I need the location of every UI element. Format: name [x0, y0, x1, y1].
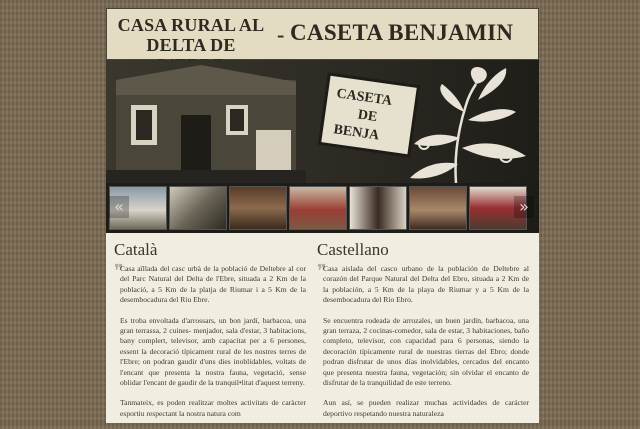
- gallery-thumbnail[interactable]: [169, 186, 227, 230]
- castellano-paragraph-2: Se encuentra rodeada de arrozales, un buen jardín, barbacoa, una gran terraza, 2 cocinas-comedor, sala de estar, 3 habitaciones, baño completo, televisor, con capacidad para 6 personas, siendo la decoración típicamente rural de nuestras tierras del Ebro; donde podran disfrutar de unos días inolvidables, cercados del encanto que presenta nuestra fauna, vegetación; sin olvidar el encanto de disfrutar de la tranquilidad de este terreno.: [323, 315, 529, 388]
- castellano-heading: Castellano: [317, 240, 389, 259]
- title-separator: -: [277, 22, 285, 47]
- site-title-left[interactable]: CASA RURAL AL DELTA DE: [117, 15, 265, 55]
- catalan-text: [120, 264, 306, 429]
- catalan-paragraph-2: Es troba envoltada d'arrossars, un bon jardí, barbacoa, una gran terrassa, 2 cuines- menjador, sala d'estar, 3 habitacions, bany complert, televisor, amb capacitat per a 6 persones, essent la decoració típicament rural de les nostres terres de l'Ebre; on podran gaudir d'uns dies inoblidables, voltats de l'encant que presenta la nostra fauna, vegetació, sense oblidar l'encant de gaudir de la tranquil•litat d'aquest terreny.: [120, 315, 306, 388]
- page-container: [106, 8, 539, 423]
- site-title-right[interactable]: CASETA BENJAMIN: [290, 20, 514, 45]
- catalan-paragraph-3: Tanmateix, es poden realitzar moltes activitats de caràcter esportiu respectant la nostra natura com: [120, 398, 306, 418]
- site-header: [106, 8, 539, 60]
- house-photo: [106, 65, 306, 183]
- sign-text-1: CASETA: [335, 86, 393, 109]
- sign-text-3: BENJA: [332, 122, 381, 144]
- gallery-thumbnail[interactable]: [229, 186, 287, 230]
- castellano-paragraph-1: Casa aislada del casco urbano de la población de Deltebre al corazón del Parque Natural del Delta del Ebro, situada a 2 Km de la población, a 5 Km de la playa de Riumar y a 5 Km de la desembocadura del Río Ebro.: [323, 264, 529, 305]
- header-banner: [106, 60, 539, 183]
- gallery-prev-arrow[interactable]: «: [109, 196, 129, 218]
- quote-mark-icon: ❞: [114, 261, 124, 281]
- banner-illustration: [106, 60, 539, 183]
- gallery-thumbnail[interactable]: [409, 186, 467, 230]
- catalan-heading: Català: [114, 240, 158, 259]
- sign-text-2: DE: [356, 107, 379, 126]
- gallery-next-arrow[interactable]: »: [514, 196, 534, 218]
- gallery-thumbnail[interactable]: [289, 186, 347, 230]
- catalan-paragraph-1: Casa aïllada del casc urbà de la població de Deltebre al cor del Parc Natural del Delta de l'Ebre, situada a 2 Km de la població, a 5 Km de la platja de Riumar i a 5 Km de la desembocadura del Riu Ebre.: [120, 264, 306, 305]
- castellano-text: [323, 264, 529, 429]
- gallery-thumbnail[interactable]: [349, 186, 407, 230]
- content-area: [106, 233, 539, 423]
- quote-mark-icon: ❞: [317, 261, 327, 281]
- castellano-paragraph-3: Aun así, se pueden realizar muchas actividades de carácter deportivo respetando nuestra naturaleza: [323, 398, 529, 418]
- photo-gallery: [106, 183, 539, 233]
